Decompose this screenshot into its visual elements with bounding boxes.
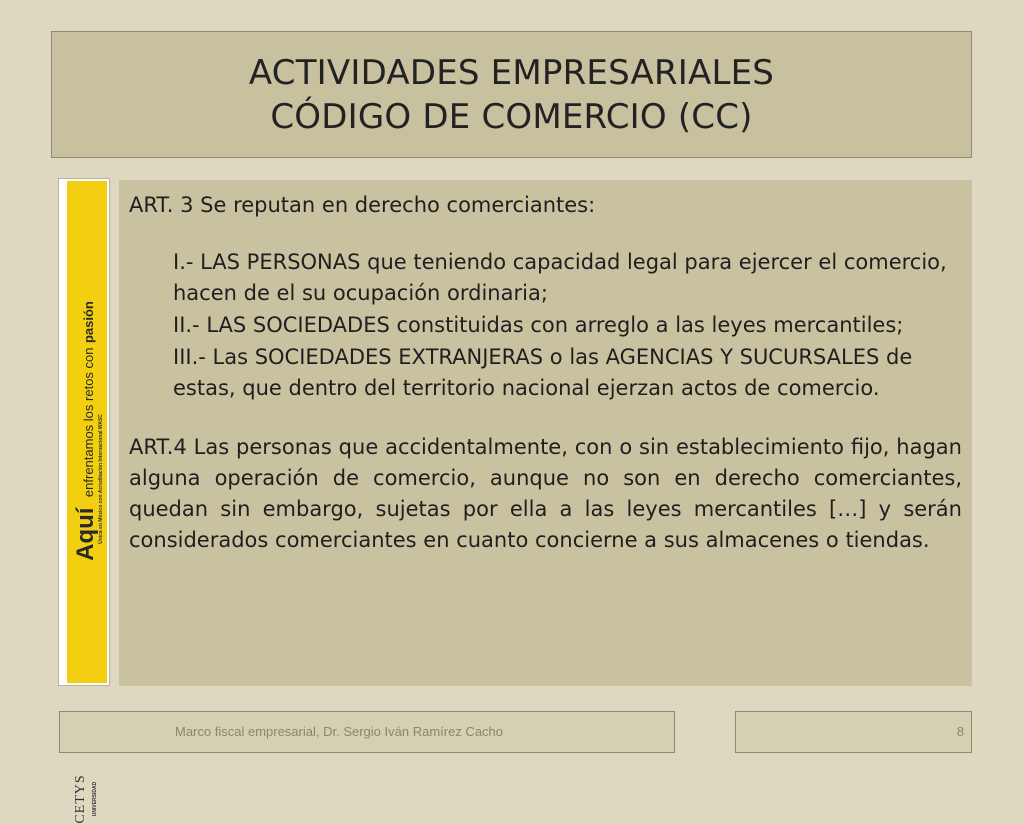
banner-slogan	[72, 301, 100, 561]
cetys-logo: CETYS	[73, 774, 88, 824]
banner-accreditation-text: Única en México con Acreditación Internacional WASC	[98, 414, 104, 544]
page-number: 8	[956, 724, 964, 739]
slide-title-line-1: ACTIVIDADES EMPRESARIALES	[248, 52, 775, 93]
cetys-logo-subtitle: UNIVERSIDAD	[92, 781, 98, 817]
banner-aqui: Aquí	[72, 507, 99, 561]
cetys-banner-image	[58, 178, 110, 824]
footer-text: Marco fiscal empresarial, Dr. Sergio Iván Ramírez Cacho	[175, 724, 504, 739]
footer-page-box	[735, 711, 972, 753]
art3-item-3: III.- Las SOCIEDADES EXTRANJERAS o las AGENCIAS Y SUCURSALES de estas, que dentro del territorio nacional ejerzan actos de comercio.	[173, 345, 913, 400]
art3-item-2: II.- LAS SOCIEDADES constituidas con arreglo a las leyes mercantiles;	[173, 313, 904, 337]
banner-slogan-bold: pasión	[81, 301, 96, 344]
content-body	[119, 180, 972, 686]
slide-title-line-2: CÓDIGO DE COMERCIO (CC)	[270, 96, 753, 137]
art4-paragraph: ART.4 Las personas que accidentalmente, con o sin establecimiento fijo, hagan alguna operación de comercio, aunque no son en derecho comerciantes, quedan sin embargo, sujetas por ella a las leyes mercantiles […] y serán considerados comerciantes en cuanto concierne a sus almacenes o tiendas.	[129, 435, 962, 552]
art3-intro: ART. 3 Se reputan en derecho comerciantes:	[129, 193, 596, 217]
slide-title-box	[51, 31, 972, 158]
banner-slogan-text: enfrentamos los retos con	[81, 347, 96, 498]
art3-item-1: I.- LAS PERSONAS que teniendo capacidad legal para ejercer el comercio, hacen de el su ocupación ordinaria;	[173, 250, 947, 305]
footer-author-box	[59, 711, 675, 753]
